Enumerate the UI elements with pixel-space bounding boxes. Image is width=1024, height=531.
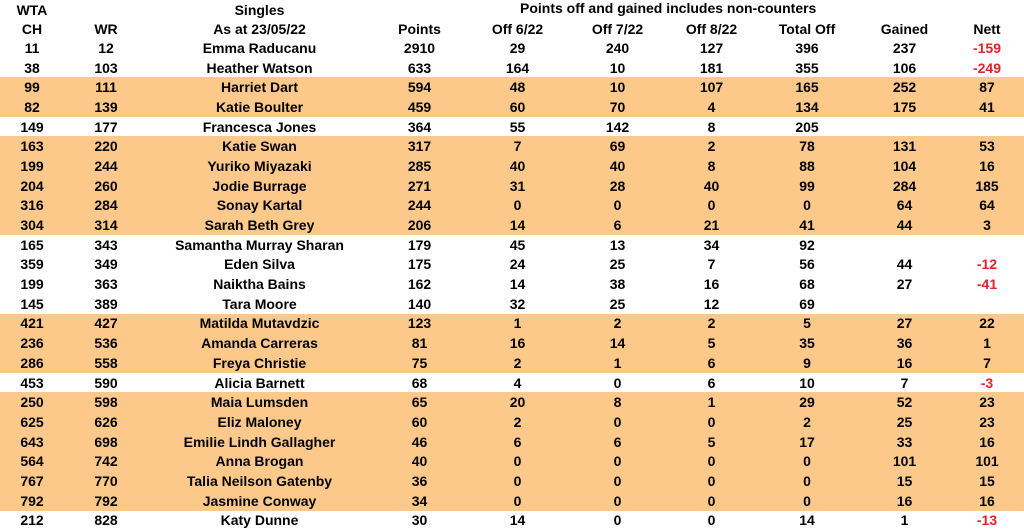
- wr-cell: 389: [94, 295, 118, 312]
- points-cell: 162: [407, 276, 432, 293]
- nett-cell: 3: [983, 217, 991, 234]
- gained-cell: 175: [892, 98, 917, 115]
- off-7-22-cell: 25: [609, 295, 626, 312]
- points-cell: 206: [407, 217, 432, 234]
- points-cell: 179: [407, 236, 432, 253]
- wr-cell: 536: [94, 335, 118, 352]
- ch-cell: 316: [20, 197, 44, 214]
- ch-cell: 643: [20, 433, 44, 450]
- off-8-22-cell: 8: [707, 157, 716, 174]
- table-row: [0, 333, 1024, 353]
- gained-cell: 237: [892, 39, 917, 56]
- nett-cell: -13: [976, 512, 998, 529]
- wr-cell: 343: [94, 236, 118, 253]
- table-row: [0, 156, 1024, 176]
- points-cell: 65: [411, 394, 428, 411]
- header-points: Points: [398, 20, 441, 37]
- total-off-cell: 0: [803, 453, 811, 470]
- off-6-22-cell: 2: [513, 354, 522, 371]
- nett-cell: 185: [975, 177, 999, 194]
- points-cell: 81: [411, 335, 428, 352]
- nett-cell: -12: [976, 256, 998, 273]
- player-name: Alicia Barnett: [214, 374, 305, 391]
- player-name: Heather Watson: [206, 59, 313, 76]
- off-6-22-cell: 14: [509, 512, 526, 529]
- gained-cell: 1: [900, 512, 909, 529]
- points-cell: 46: [411, 433, 428, 450]
- wr-cell: 12: [98, 39, 114, 56]
- off-7-22-cell: 0: [613, 512, 622, 529]
- wr-cell: 103: [94, 59, 118, 76]
- table-row: [0, 274, 1024, 294]
- off-6-22-cell: 55: [509, 118, 526, 135]
- off-7-22-cell: 10: [609, 59, 626, 76]
- wr-cell: 349: [94, 256, 118, 273]
- off-7-22-cell: 6: [613, 433, 622, 450]
- wr-cell: 770: [94, 472, 118, 489]
- nett-cell: 101: [975, 453, 999, 470]
- gained-cell: 16: [896, 492, 913, 509]
- off-7-22-cell: 2: [613, 315, 622, 332]
- off-8-22-cell: 8: [707, 118, 716, 135]
- off-8-22-cell: 4: [707, 98, 716, 115]
- points-cell: 36: [411, 472, 428, 489]
- off-6-22-cell: 31: [509, 177, 526, 194]
- off-8-22-cell: 6: [707, 374, 716, 391]
- off-6-22-cell: 0: [513, 453, 522, 470]
- off-7-22-cell: 8: [613, 394, 622, 411]
- gained-cell: 44: [896, 256, 913, 273]
- nett-cell: -159: [972, 39, 1002, 56]
- points-cell: 459: [407, 98, 432, 115]
- table-row: [0, 38, 1024, 58]
- total-off-cell: 69: [799, 295, 815, 312]
- gained-cell: 33: [896, 433, 913, 450]
- off-7-22-cell: 10: [609, 79, 626, 96]
- off-6-22-cell: 20: [509, 394, 526, 411]
- off-8-22-cell: 1: [707, 394, 716, 411]
- off-6-22-cell: 14: [509, 217, 526, 234]
- player-name: Tara Moore: [222, 295, 297, 312]
- ch-cell: 304: [20, 217, 44, 234]
- points-cell: 68: [411, 374, 428, 391]
- off-8-22-cell: 12: [703, 295, 720, 312]
- table-row: [0, 196, 1024, 216]
- nett-cell: 41: [979, 98, 995, 115]
- wr-cell: 590: [94, 374, 118, 391]
- player-name: Amanda Carreras: [201, 335, 318, 352]
- points-cell: 633: [407, 59, 432, 76]
- off-6-22-cell: 60: [509, 98, 526, 115]
- player-name: Eliz Maloney: [217, 413, 302, 430]
- off-8-22-cell: 7: [707, 256, 716, 273]
- off-6-22-cell: 0: [513, 492, 522, 509]
- player-name: Emma Raducanu: [202, 39, 317, 56]
- player-name: Talia Neilson Gatenby: [186, 472, 333, 489]
- gained-cell: 27: [896, 315, 913, 332]
- nett-cell: 15: [979, 472, 995, 489]
- off-7-22-cell: 0: [613, 413, 622, 430]
- points-cell: 34: [411, 492, 428, 509]
- off-6-22-cell: 6: [513, 433, 522, 450]
- nett-cell: 22: [979, 315, 995, 332]
- nett-cell: 16: [979, 157, 995, 174]
- header-total-off: Total Off: [778, 20, 836, 37]
- ch-cell: 767: [20, 472, 44, 489]
- ch-cell: 453: [20, 374, 44, 391]
- total-off-cell: 165: [795, 79, 819, 96]
- off-6-22-cell: 14: [509, 276, 526, 293]
- off-7-22-cell: 0: [613, 453, 622, 470]
- points-cell: 244: [407, 197, 432, 214]
- header-wta: WTA: [16, 1, 48, 18]
- total-off-cell: 0: [803, 472, 811, 489]
- points-cell: 30: [411, 512, 428, 529]
- table-row: [0, 97, 1024, 117]
- table-row: [0, 373, 1024, 393]
- gained-cell: 101: [892, 453, 917, 470]
- table-row: [0, 491, 1024, 511]
- points-cell: 2910: [403, 39, 436, 56]
- off-6-22-cell: 24: [509, 256, 526, 273]
- nett-cell: 87: [979, 79, 995, 96]
- nett-cell: -3: [980, 374, 994, 391]
- ch-cell: 212: [20, 512, 44, 529]
- table-row: [0, 353, 1024, 373]
- table-row: [0, 77, 1024, 97]
- off-8-22-cell: 5: [707, 433, 716, 450]
- points-cell: 364: [407, 118, 432, 135]
- gained-cell: 64: [896, 197, 913, 214]
- wr-cell: 598: [94, 394, 118, 411]
- off-6-22-cell: 16: [509, 335, 526, 352]
- off-7-22-cell: 38: [609, 276, 626, 293]
- points-cell: 285: [407, 157, 432, 174]
- wr-cell: 698: [94, 433, 118, 450]
- total-off-cell: 2: [803, 413, 811, 430]
- table-row: [0, 255, 1024, 275]
- off-8-22-cell: 127: [699, 39, 724, 56]
- ch-cell: 165: [20, 236, 44, 253]
- table-row: [0, 392, 1024, 412]
- player-name: Jodie Burrage: [212, 177, 307, 194]
- table-row: [0, 471, 1024, 491]
- off-7-22-cell: 0: [613, 374, 622, 391]
- player-name: Katy Dunne: [220, 512, 299, 529]
- ch-cell: 204: [20, 177, 44, 194]
- total-off-cell: 5: [803, 315, 811, 332]
- off-7-22-cell: 1: [613, 354, 622, 371]
- table-row: [0, 136, 1024, 156]
- total-off-cell: 14: [799, 512, 815, 529]
- player-name: Yuriko Miyazaki: [207, 157, 312, 174]
- player-name: Katie Swan: [222, 138, 297, 155]
- nett-cell: 23: [979, 413, 995, 430]
- nett-cell: 1: [983, 335, 991, 352]
- gained-cell: 284: [892, 177, 917, 194]
- gained-cell: 16: [896, 354, 913, 371]
- gained-cell: 7: [900, 374, 909, 391]
- gained-cell: 25: [896, 413, 913, 430]
- header-row-2: [0, 19, 1024, 38]
- off-8-22-cell: 0: [707, 453, 716, 470]
- table-row: [0, 58, 1024, 78]
- header-off-6-22: Off 6/22: [491, 20, 544, 37]
- off-6-22-cell: 1: [513, 315, 522, 332]
- total-off-cell: 88: [799, 157, 815, 174]
- nett-cell: 7: [983, 354, 991, 371]
- total-off-cell: 10: [799, 374, 815, 391]
- ch-cell: 149: [20, 118, 44, 135]
- header-gained: Gained: [880, 20, 929, 37]
- player-name: Sarah Beth Grey: [204, 217, 315, 234]
- off-6-22-cell: 29: [509, 39, 526, 56]
- ch-cell: 199: [20, 157, 44, 174]
- nett-cell: 64: [979, 197, 995, 214]
- gained-cell: 131: [892, 138, 917, 155]
- off-7-22-cell: 13: [609, 236, 626, 253]
- wr-cell: 314: [94, 217, 118, 234]
- off-7-22-cell: 6: [613, 217, 622, 234]
- gained-cell: 27: [896, 276, 913, 293]
- wr-cell: 111: [95, 79, 117, 96]
- total-off-cell: 396: [795, 39, 819, 56]
- off-8-22-cell: 2: [707, 138, 716, 155]
- gained-cell: 106: [892, 59, 917, 76]
- total-off-cell: 0: [803, 197, 811, 214]
- total-off-cell: 35: [799, 335, 815, 352]
- nett-cell: -41: [976, 276, 998, 293]
- table-row: [0, 511, 1024, 531]
- off-8-22-cell: 21: [703, 217, 720, 234]
- gained-cell: 52: [896, 394, 913, 411]
- off-8-22-cell: 0: [707, 472, 716, 489]
- off-7-22-cell: 25: [609, 256, 626, 273]
- total-off-cell: 134: [795, 98, 819, 115]
- ch-cell: 421: [20, 315, 44, 332]
- off-8-22-cell: 2: [707, 315, 716, 332]
- player-name: Eden Silva: [224, 256, 295, 273]
- off-6-22-cell: 2: [513, 413, 522, 430]
- ch-cell: 99: [24, 79, 40, 96]
- ch-cell: 236: [20, 335, 44, 352]
- off-7-22-cell: 69: [609, 138, 626, 155]
- total-off-cell: 9: [803, 354, 811, 371]
- player-name: Samantha Murray Sharan: [175, 236, 344, 253]
- header-row-1: [0, 0, 1024, 19]
- wr-cell: 139: [94, 98, 118, 115]
- header-off-8-22: Off 8/22: [685, 20, 738, 37]
- points-cell: 271: [407, 177, 432, 194]
- ch-cell: 359: [20, 256, 44, 273]
- off-8-22-cell: 181: [699, 59, 724, 76]
- off-7-22-cell: 0: [613, 492, 622, 509]
- total-off-cell: 78: [799, 138, 815, 155]
- off-7-22-cell: 14: [609, 335, 626, 352]
- player-name: Harriet Dart: [220, 79, 299, 96]
- total-off-cell: 29: [799, 394, 815, 411]
- points-cell: 40: [411, 453, 428, 470]
- nett-cell: 53: [979, 138, 995, 155]
- header-nett: Nett: [973, 20, 1001, 37]
- wr-cell: 626: [94, 413, 118, 430]
- off-6-22-cell: 0: [513, 197, 522, 214]
- wr-cell: 828: [94, 512, 118, 529]
- ch-cell: 792: [20, 492, 44, 509]
- ch-cell: 286: [20, 354, 44, 371]
- off-6-22-cell: 164: [505, 59, 530, 76]
- wr-cell: 427: [94, 315, 118, 332]
- ch-cell: 11: [24, 39, 40, 56]
- header-ch: CH: [21, 20, 43, 37]
- player-name: Sonay Kartal: [216, 197, 303, 214]
- points-cell: 60: [411, 413, 428, 430]
- table-row: [0, 412, 1024, 432]
- gained-cell: 252: [892, 79, 917, 96]
- header-off-7-22: Off 7/22: [591, 20, 644, 37]
- gained-cell: 36: [896, 335, 913, 352]
- off-6-22-cell: 4: [513, 374, 522, 391]
- wr-cell: 363: [94, 276, 118, 293]
- player-name: Matilda Mutavdzic: [199, 315, 320, 332]
- player-name: Anna Brogan: [215, 453, 304, 470]
- total-off-cell: 68: [799, 276, 815, 293]
- ch-cell: 163: [20, 138, 44, 155]
- player-name: Katie Boulter: [215, 98, 304, 115]
- points-cell: 75: [411, 354, 428, 371]
- total-off-cell: 0: [803, 492, 811, 509]
- nett-cell: 16: [979, 492, 995, 509]
- off-6-22-cell: 32: [509, 295, 526, 312]
- player-name: Emilie Lindh Gallagher: [183, 433, 336, 450]
- wr-cell: 177: [94, 118, 118, 135]
- ch-cell: 145: [20, 295, 44, 312]
- wr-cell: 244: [94, 157, 118, 174]
- table-body: [0, 38, 1024, 530]
- ch-cell: 38: [24, 59, 40, 76]
- total-off-cell: 41: [799, 217, 815, 234]
- off-7-22-cell: 28: [609, 177, 626, 194]
- ch-cell: 82: [24, 98, 40, 115]
- off-6-22-cell: 40: [509, 157, 526, 174]
- header-singles: Singles: [234, 1, 285, 18]
- table-row: [0, 451, 1024, 471]
- off-8-22-cell: 0: [707, 413, 716, 430]
- off-7-22-cell: 0: [613, 197, 622, 214]
- nett-cell: -249: [972, 59, 1002, 76]
- player-name: Naiktha Bains: [213, 276, 306, 293]
- off-7-22-cell: 40: [609, 157, 626, 174]
- off-8-22-cell: 0: [707, 512, 716, 529]
- wr-cell: 284: [94, 197, 118, 214]
- off-8-22-cell: 0: [707, 492, 716, 509]
- points-cell: 594: [407, 79, 432, 96]
- off-7-22-cell: 142: [605, 118, 630, 135]
- table-row: [0, 117, 1024, 137]
- table-row: [0, 294, 1024, 314]
- total-off-cell: 205: [795, 118, 819, 135]
- off-8-22-cell: 6: [707, 354, 716, 371]
- off-7-22-cell: 70: [609, 98, 626, 115]
- player-name: Jasmine Conway: [202, 492, 317, 509]
- table-row: [0, 176, 1024, 196]
- gained-cell: 104: [892, 157, 917, 174]
- player-name: Francesca Jones: [202, 118, 317, 135]
- off-8-22-cell: 16: [703, 276, 720, 293]
- off-6-22-cell: 7: [513, 138, 522, 155]
- off-8-22-cell: 0: [707, 197, 716, 214]
- total-off-cell: 17: [799, 433, 815, 450]
- player-name: Maia Lumsden: [210, 394, 309, 411]
- ch-cell: 564: [20, 453, 44, 470]
- off-8-22-cell: 107: [699, 79, 724, 96]
- wr-cell: 220: [94, 138, 118, 155]
- nett-cell: 23: [979, 394, 995, 411]
- nett-cell: 16: [979, 433, 995, 450]
- wr-cell: 558: [94, 354, 118, 371]
- off-6-22-cell: 0: [513, 472, 522, 489]
- gained-cell: 15: [896, 472, 913, 489]
- total-off-cell: 92: [799, 236, 815, 253]
- wr-cell: 792: [94, 492, 118, 509]
- gained-cell: 44: [896, 217, 913, 234]
- points-cell: 140: [407, 295, 432, 312]
- table-row: [0, 432, 1024, 452]
- header-points-off-title: Points off and gained includes non-counters: [520, 0, 817, 16]
- table-row: [0, 314, 1024, 334]
- player-name: Freya Christie: [212, 354, 307, 371]
- points-cell: 175: [407, 256, 432, 273]
- header-as-at: As at 23/05/22: [213, 20, 306, 37]
- header-wr: WR: [94, 20, 118, 37]
- total-off-cell: 99: [799, 177, 815, 194]
- off-6-22-cell: 45: [509, 236, 526, 253]
- ch-cell: 199: [20, 276, 44, 293]
- total-off-cell: 355: [795, 59, 819, 76]
- points-cell: 317: [407, 138, 432, 155]
- wr-cell: 742: [94, 453, 118, 470]
- table-row: [0, 235, 1024, 255]
- off-8-22-cell: 5: [707, 335, 716, 352]
- off-6-22-cell: 48: [509, 79, 526, 96]
- ch-cell: 625: [20, 413, 44, 430]
- off-8-22-cell: 40: [703, 177, 720, 194]
- total-off-cell: 56: [799, 256, 815, 273]
- wr-cell: 260: [94, 177, 118, 194]
- table-row: [0, 215, 1024, 235]
- off-7-22-cell: 240: [605, 39, 630, 56]
- points-cell: 123: [407, 315, 432, 332]
- off-7-22-cell: 0: [613, 472, 622, 489]
- ch-cell: 250: [20, 394, 44, 411]
- off-8-22-cell: 34: [703, 236, 720, 253]
